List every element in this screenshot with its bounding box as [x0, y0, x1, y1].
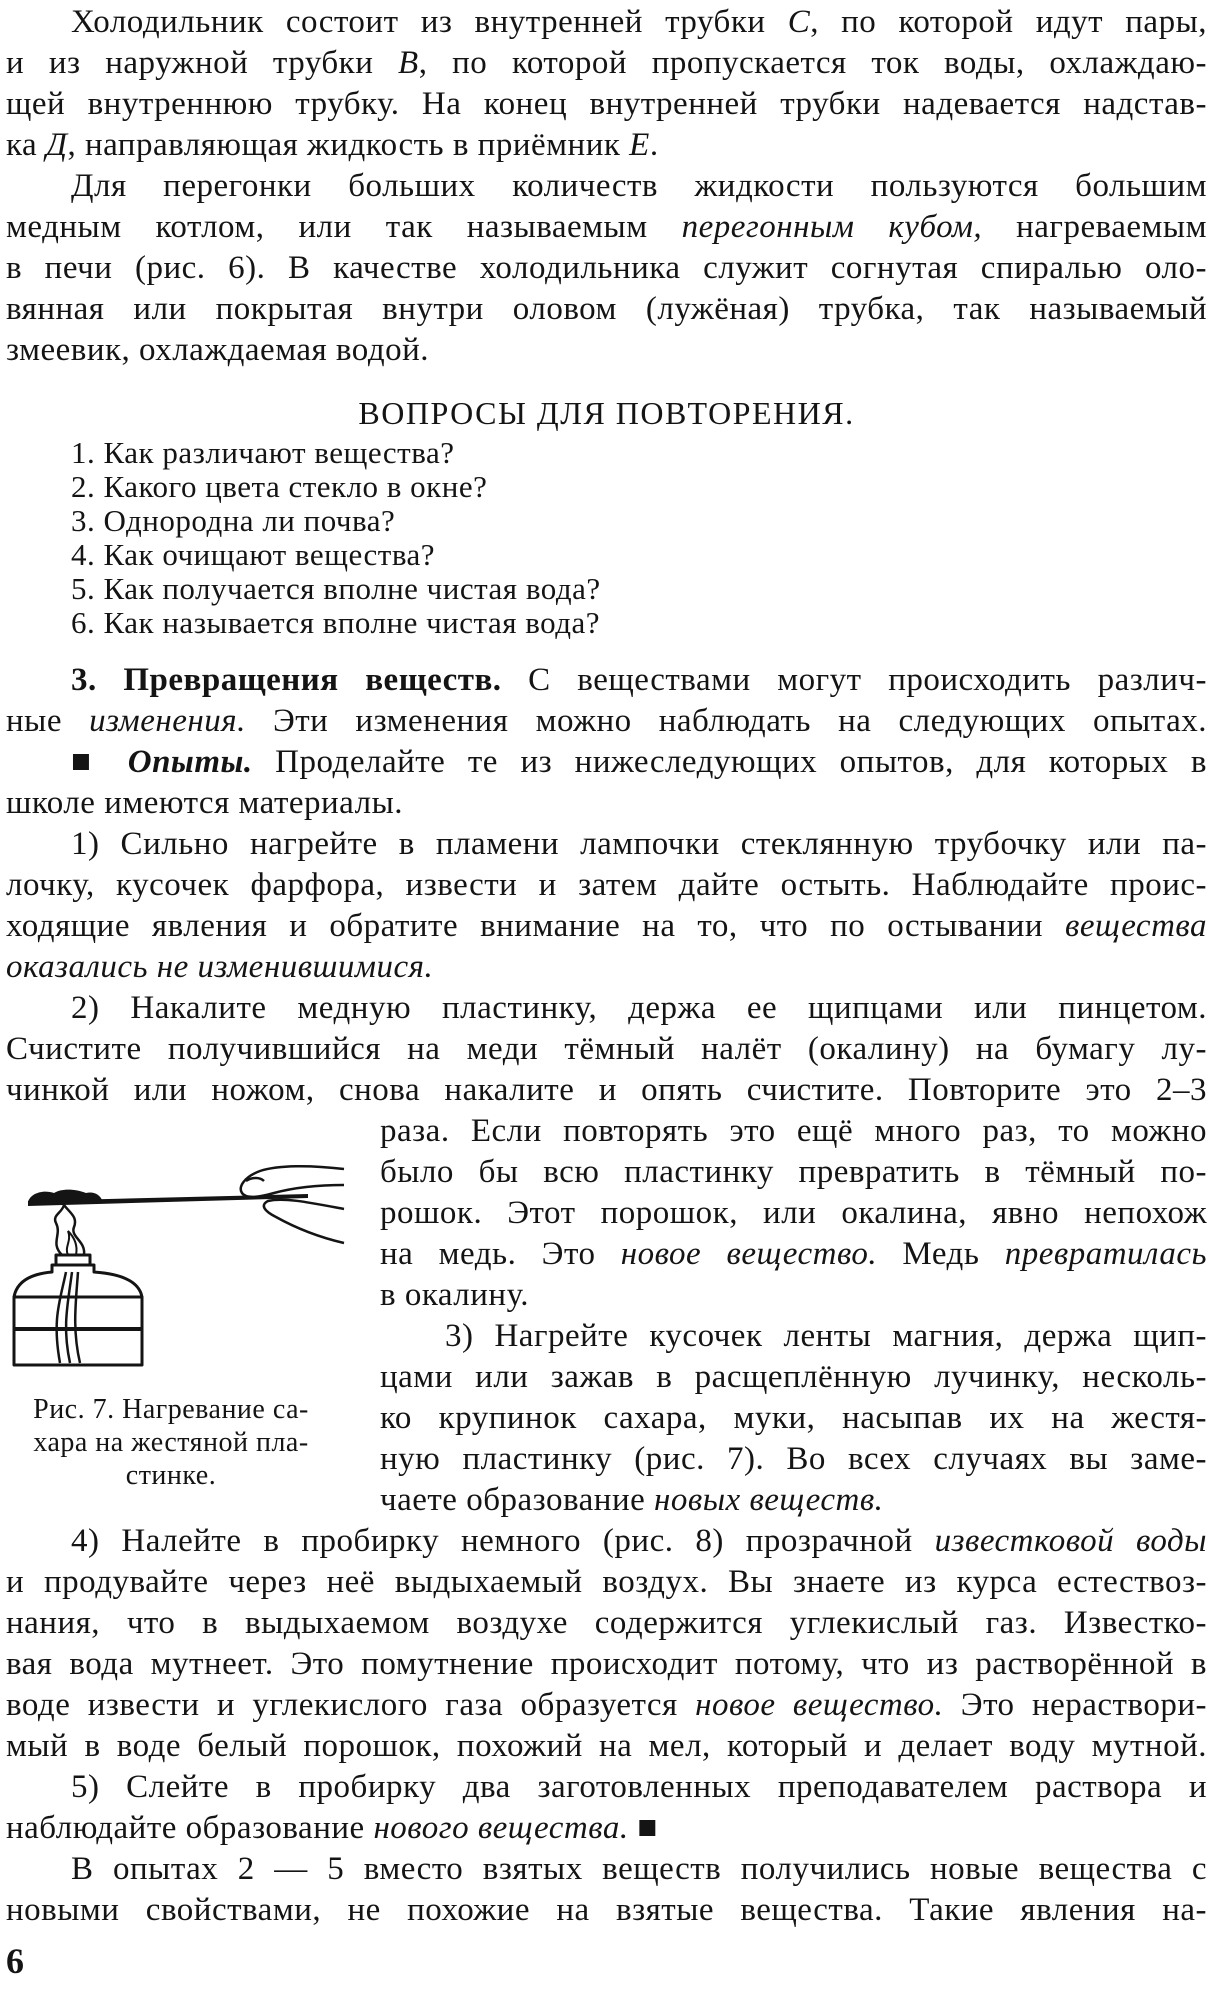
narrow-text-column	[380, 1111, 1207, 1521]
text-line	[380, 1234, 1207, 1275]
text-run: на медь. Это	[380, 1236, 621, 1272]
question-item: 5. Как получается вполне чистая вода?	[71, 571, 601, 606]
text-run: 2) Накалите медную пластинку, держа ее щипцами или пинцетом.	[71, 990, 1207, 1026]
text-run: , по которой идут пары,	[810, 4, 1207, 40]
text-run: чинкой или ножом, снова накалите и опять счистите. Повторите это 2–3	[6, 1072, 1207, 1108]
text-line	[380, 1316, 1207, 1357]
text-run: цами или зажав в расщеплённую лучинку, несколь-	[380, 1359, 1207, 1395]
text-run: .	[649, 127, 659, 163]
text-run: Проделайте те из нижеследующих опытов, для которых в	[252, 744, 1207, 780]
text-line	[6, 1070, 1207, 1111]
text-line	[380, 1152, 1207, 1193]
text-run: змеевик, охлаждаемая водой.	[6, 332, 430, 368]
text-run: школе имеются материалы.	[6, 785, 404, 821]
text-line	[6, 742, 1207, 783]
paragraph-condenser	[6, 2, 1207, 166]
text-line	[6, 660, 1207, 701]
section-title: 3. Превращения веществ.	[71, 662, 502, 698]
question-item: 2. Какого цвета стекло в окне?	[71, 469, 488, 504]
text-run: ную пластинку (рис. 7). Во всех случаях вы заме-	[380, 1441, 1207, 1477]
italic-label: С	[787, 4, 811, 40]
text-run: чаете образование	[380, 1482, 654, 1518]
text-line	[6, 289, 1207, 330]
text-line	[6, 43, 1207, 84]
text-run: рошок. Этот порошок, или окалина, явно непохож	[380, 1195, 1207, 1231]
questions-list	[6, 436, 1207, 640]
text-line	[380, 1439, 1207, 1480]
text-run: 5) Слейте в пробирку два заготовленных преподавателем раствора и	[71, 1769, 1207, 1805]
text-line	[6, 1644, 1207, 1685]
question-item: 3. Однородна ли почва?	[71, 503, 396, 538]
text-run: ные	[6, 703, 90, 739]
spirit-lamp	[14, 1255, 142, 1365]
text-run: в печи (рис. 6). В качестве холодильника служит согнутая спиралью оло-	[6, 250, 1207, 286]
text-run: новыми свойствами, не похожие на взятые вещества. Такие явления на-	[6, 1892, 1207, 1928]
paragraph-experiment-2-continued	[380, 1111, 1207, 1316]
index-finger	[241, 1166, 344, 1197]
text-run: 3) Нагрейте кусочек ленты магния, держа щип-	[445, 1318, 1207, 1354]
caption-line: стинке.	[125, 1460, 217, 1491]
text-line	[380, 1111, 1207, 1152]
hand	[241, 1166, 344, 1243]
text-line	[6, 906, 1207, 947]
text-line	[6, 2, 1207, 43]
caption-line: Рис. 7. Нагревание са-	[33, 1394, 309, 1425]
text-run: , по которой пропускается ток воды, охлаждаю-	[418, 45, 1207, 81]
text-line	[6, 1767, 1207, 1808]
text-line	[6, 248, 1207, 289]
text-run: 4) Налейте в пробирку немного (рис. 8) прозрачной	[71, 1523, 935, 1559]
caption-line: хара на жестяной пла-	[33, 1427, 309, 1458]
italic-run: новое вещество.	[620, 1236, 878, 1272]
italic-run: новых веществ.	[654, 1482, 884, 1518]
italic-run: оказались не изменившимися.	[6, 949, 434, 985]
text-run: ко крупинок сахара, муки, насыпав их на жестя-	[380, 1400, 1207, 1436]
text-run: нания, что в выдыхаемом воздухе содержится углекислый газ. Известко-	[6, 1605, 1207, 1641]
italic-run: вещества	[1065, 908, 1207, 944]
text-line	[6, 865, 1207, 906]
text-run: щей внутреннюю трубку. На конец внутренней трубки надевается надстав-	[6, 86, 1207, 122]
italic-run: превратилась	[1004, 1236, 1208, 1272]
text-run: Эти изменения можно наблюдать на следующих опытах.	[245, 703, 1207, 739]
italic-label: В	[398, 45, 419, 81]
text-run: С веществами могут происходить различ-	[501, 662, 1207, 698]
text-run: было бы всю пластинку превратить в тёмный по-	[380, 1154, 1207, 1190]
square-marker: ■	[71, 744, 128, 780]
page-number: 6	[6, 1941, 25, 1981]
paragraph-experiment-4	[6, 1521, 1207, 1767]
italic-run: изменения.	[89, 703, 246, 739]
text-line	[6, 1890, 1207, 1931]
text-line	[6, 783, 1207, 824]
paragraph-experiment-5	[6, 1767, 1207, 1849]
experiments-label: Опыты.	[127, 744, 253, 780]
text-line	[6, 1562, 1207, 1603]
figure-7-illustration	[6, 1151, 346, 1381]
text-run: , направляющая жидкость в приёмник	[67, 127, 630, 163]
text-line	[380, 1275, 1207, 1316]
text-run: Холодильник состоит из внутренней трубки	[71, 4, 788, 40]
question-item: 6. Как называется вполне чистая вода?	[71, 605, 601, 640]
text-line	[6, 988, 1207, 1029]
text-run: наблюдайте образование	[6, 1810, 374, 1846]
question-item: 4. Как очищают вещества?	[71, 537, 436, 572]
flame	[55, 1205, 84, 1255]
text-run: вянная или покрытая внутри оловом (лужёная) трубка, так называемый	[6, 291, 1207, 327]
paragraph-still	[6, 166, 1207, 371]
text-line	[6, 330, 1207, 371]
questions-heading: ВОПРОСЫ ДЛЯ ПОВТОРЕНИЯ.	[358, 395, 855, 431]
paragraph-experiment-3	[380, 1316, 1207, 1521]
text-line	[6, 1726, 1207, 1767]
text-run: и продувайте через неё выдыхаемый воздух. Вы знаете из курса естествоз-	[6, 1564, 1207, 1600]
text-line	[6, 1849, 1207, 1890]
text-run: В опытах 2 — 5 вместо взятых веществ получились новые вещества с	[71, 1851, 1207, 1887]
text-line	[380, 1480, 1207, 1521]
text-line	[6, 1603, 1207, 1644]
text-line	[6, 1521, 1207, 1562]
text-run: вая вода мутнеет. Это помутнение происходит потому, что из растворённой в	[6, 1646, 1207, 1682]
text-run: Счистите получившийся на меди тёмный налёт (окалину) на бумагу лу-	[6, 1031, 1207, 1067]
wick	[57, 1272, 80, 1363]
text-run: Это нераствори-	[943, 1687, 1207, 1723]
text-line	[6, 207, 1207, 248]
end-square-marker: ■	[628, 1810, 658, 1846]
text-run: мый в воде белый порошок, похожий на мел, который и делает воду мутной.	[6, 1728, 1207, 1764]
text-run: ка	[6, 127, 46, 163]
paragraph-experiment-1	[6, 824, 1207, 988]
italic-label: Д	[45, 127, 68, 163]
text-line	[380, 1357, 1207, 1398]
text-line	[6, 166, 1207, 207]
text-line	[6, 1808, 1207, 1849]
text-line	[6, 1029, 1207, 1070]
figure-wrap-zone	[6, 1111, 1207, 1521]
text-line	[6, 947, 1207, 988]
paragraph-section-3	[6, 660, 1207, 742]
question-item: 1. Как различают вещества?	[71, 435, 455, 470]
text-line	[6, 84, 1207, 125]
text-run: ходящие явления и обратите внимание на то, что по остывании	[6, 908, 1065, 944]
text-line	[380, 1193, 1207, 1234]
text-run: Медь	[877, 1236, 1005, 1272]
text-run: и из наружной трубки	[6, 45, 399, 81]
text-line	[6, 125, 1207, 166]
sugar-lump	[28, 1190, 102, 1202]
text-run: воде извести и углекислого газа образуется	[6, 1687, 696, 1723]
paragraph-experiments-intro	[6, 742, 1207, 824]
italic-run: нового вещества.	[373, 1810, 629, 1846]
wick-holder	[56, 1255, 90, 1265]
italic-run: перегонным кубом,	[681, 209, 983, 245]
italic-run: новое вещество.	[695, 1687, 944, 1723]
text-line	[6, 1685, 1207, 1726]
text-line	[6, 701, 1207, 742]
text-line	[380, 1398, 1207, 1439]
text-run: в окалину.	[380, 1277, 530, 1313]
figure-7-caption	[6, 1393, 336, 1492]
italic-label: Е	[629, 127, 650, 163]
text-run: нагреваемым	[982, 209, 1207, 245]
text-run: Для перегонки больших количеств жидкости пользуются большим	[71, 168, 1207, 204]
paragraph-conclusion	[6, 1849, 1207, 1931]
paragraph-experiment-2	[6, 988, 1207, 1111]
text-run: лочку, кусочек фарфора, извести и затем дайте остыть. Наблюдайте проис-	[6, 867, 1207, 903]
text-line	[6, 824, 1207, 865]
italic-run: известковой воды	[934, 1523, 1207, 1559]
text-run: медным котлом, или так называемым	[6, 209, 682, 245]
text-run: 1) Сильно нагрейте в пламени лампочки стеклянную трубочку или па-	[71, 826, 1207, 862]
figure-7	[6, 1111, 380, 1492]
thumb	[264, 1200, 344, 1243]
text-run: раза. Если повторять это ещё много раз, то можно	[380, 1113, 1207, 1149]
